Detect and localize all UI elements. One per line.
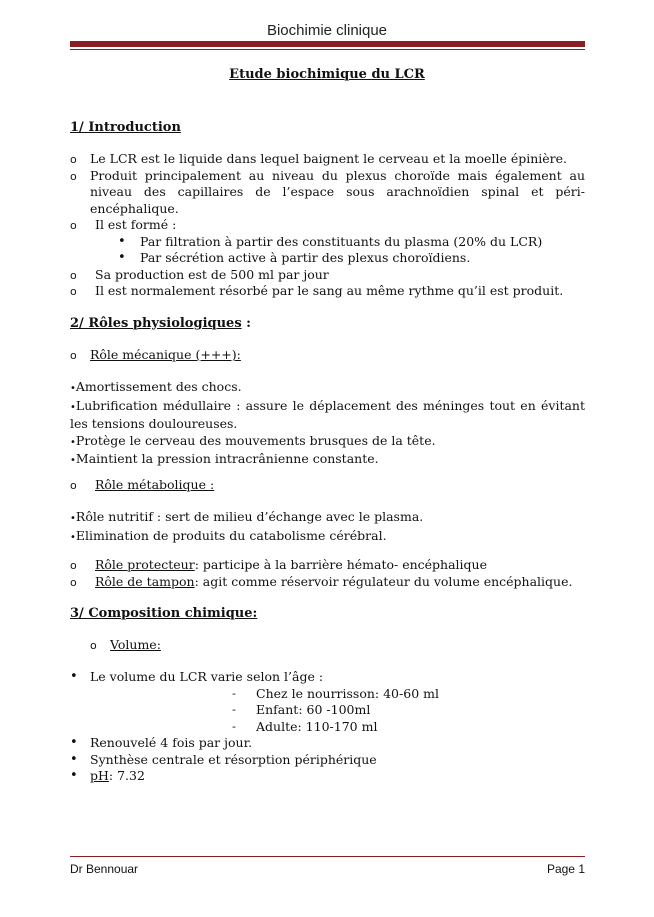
circle-bullet-icon: o [90,639,97,652]
circle-bullet-icon: o [70,349,77,362]
list-item: • Le volume du LCR varie selon l’âge : [70,669,324,684]
role-mechanical-label: o Rôle mécanique (+++): [70,347,585,364]
circle-bullet-icon: o [70,268,77,282]
circle-bullet-icon: o [70,559,77,572]
bullet-icon: • [118,233,126,249]
section-heading-introduction: 1/ Introduction [70,120,181,135]
list-item: o Il est normalement résorbé par le sang au même rythme qu’il est produit. [70,283,585,300]
composition-list [70,669,585,785]
list-item: o Le LCR est le liquide dans lequel baignent le cerveau et la moelle épinière. [70,151,585,168]
bullet-icon: • [70,751,78,767]
list-item: •Lubrification médullaire : assure le déplacement des méninges tout en évitant les tensions douloureuses. [70,397,585,431]
dot-bullet-icon: • [70,531,76,543]
document-title: Etude biochimique du LCR [229,67,425,82]
list-item: •Protège le cerveau des mouvements brusques de la tête. [70,432,436,448]
footer-rule [70,856,585,857]
dot-bullet-icon: • [70,383,76,394]
list-item: •Rôle nutritif : sert de milieu d’échange avec le plasma. [70,509,424,524]
list-item: • Synthèse centrale et résorption périphérique [70,751,377,767]
list-item: • pH: 7.32 [70,768,145,783]
volume-sub-item: - Chez le nourrisson: 40-60 ml [232,685,439,701]
sub-list-item: • Par sécrétion active à partir des plexus choroïdiens. [118,250,471,265]
list-item: •Maintient la pression intracrânienne constante. [70,451,379,466]
section-heading-composition: 3/ Composition chimique: [70,606,258,621]
dash-icon: - [232,686,236,700]
section-heading-roles: 2/ Rôles physiologiques : [70,316,251,331]
bullet-icon: • [118,250,126,265]
dash-icon: - [232,719,236,733]
dot-bullet-icon: • [70,436,76,448]
circle-bullet-icon: o [70,479,77,492]
volume-label: o Volume: [70,637,585,654]
dash-icon: - [232,703,236,716]
dot-bullet-icon: • [70,455,76,466]
role-protective-buffer [70,557,585,590]
list-item: o Sa production est de 500 ml par jour [70,267,585,284]
role-metabolic-points [70,509,585,546]
bullet-icon: • [70,768,78,783]
header-rule [70,41,585,47]
dot-bullet-icon: • [70,513,76,524]
list-item: •Amortissement des chocs. [70,379,242,394]
header-rule-thin [70,49,585,50]
footer-author: Dr Bennouar [70,862,139,876]
role-metabolic-label: o Rôle métabolique : [70,477,585,494]
list-item: •Elimination de produits du catabolisme cérébral. [70,527,387,543]
volume-sub-item: - Enfant: 60 -100ml [232,702,371,717]
intro-list [70,151,585,300]
circle-bullet-icon: o [70,575,77,589]
circle-bullet-icon: o [70,285,77,298]
bullet-icon: • [70,735,78,750]
circle-bullet-icon: o [70,169,77,183]
list-item: o Produit principalement au niveau du plexus choroïde mais également au niveau des capillaires de l’espace sous arachnoïdien spinal et péri-encéphalique. [70,167,585,216]
role-mechanical-points [70,379,585,470]
list-item: o Il est formé : [70,217,585,234]
footer-page-number: Page 1 [546,862,585,876]
dot-bullet-icon: • [70,401,76,413]
running-header: Biochimie clinique [266,22,388,39]
list-item: o Rôle protecteur: participe à la barrière hémato- encéphalique [70,557,585,574]
volume-sub-item: - Adulte: 110-170 ml [232,718,378,734]
circle-bullet-icon: o [70,219,77,232]
list-item: o Rôle de tampon: agit comme réservoir régulateur du volume encéphalique. [70,574,585,591]
list-item: • Renouvelé 4 fois par jour. [70,735,253,750]
sub-list-item: • Par filtration à partir des constituants du plasma (20% du LCR) [118,233,543,249]
circle-bullet-icon: o [70,153,77,166]
bullet-icon: • [70,669,78,684]
